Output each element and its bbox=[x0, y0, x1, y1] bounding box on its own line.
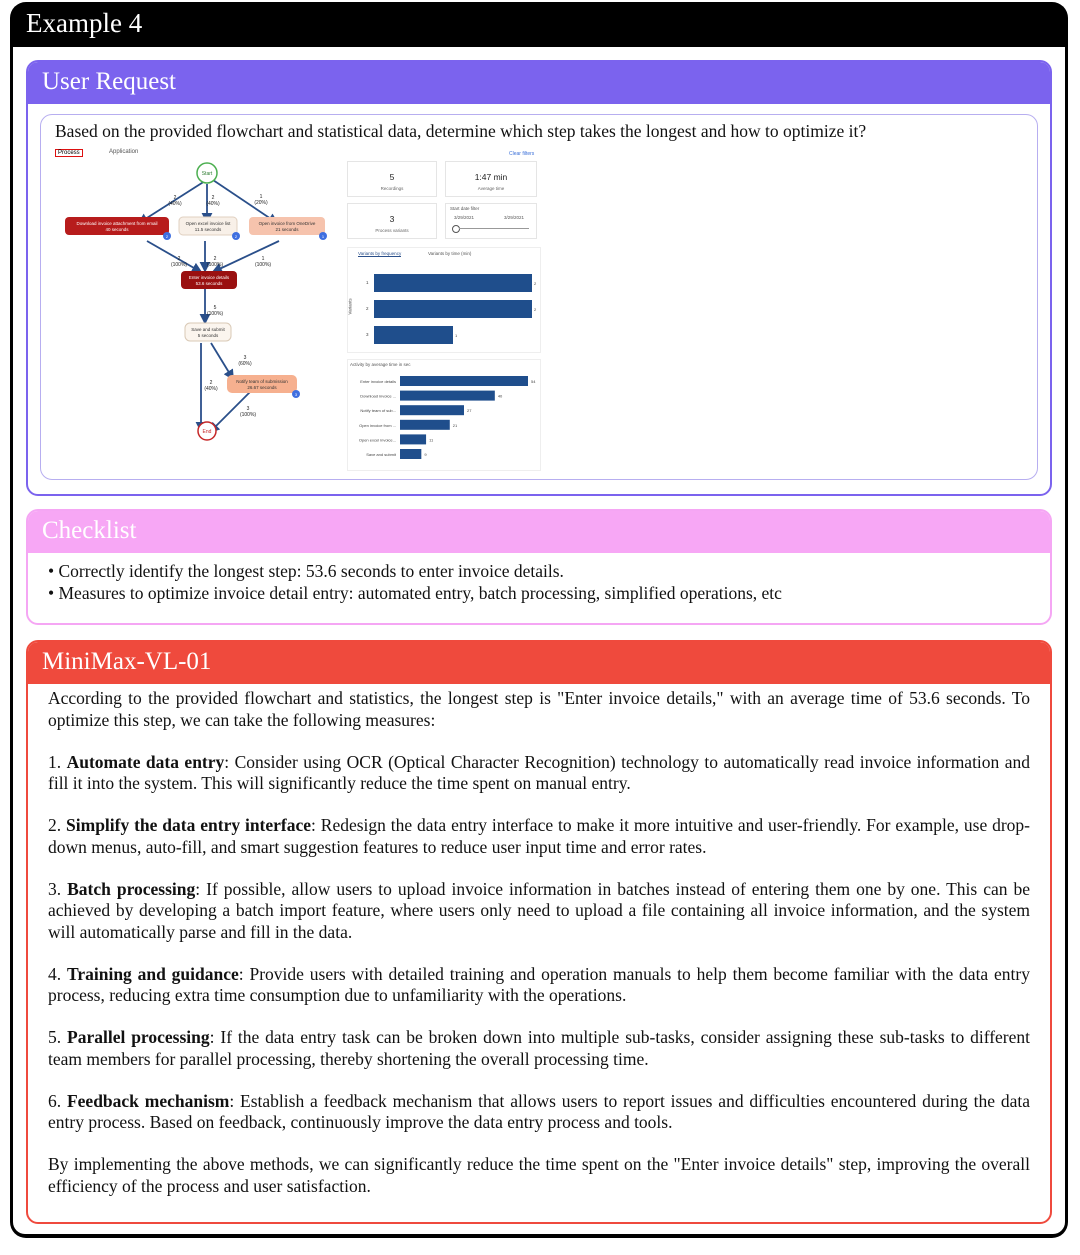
edge-label: 5 bbox=[213, 305, 217, 311]
activity-value: 54 bbox=[531, 379, 536, 384]
answer-header: MiniMax-VL-01 bbox=[28, 642, 1050, 684]
checklist-item: • Measures to optimize invoice detail entry: automated entry, batch processing, simplified operations, etc bbox=[48, 583, 782, 603]
variant-label: 2 bbox=[366, 306, 369, 311]
activity-bar bbox=[400, 405, 464, 415]
variant-value: 2 bbox=[534, 281, 537, 286]
edge-label: 2 bbox=[209, 380, 213, 386]
answer-point: 4. Training and guidance: Provide users with detailed training and operation manuals to help them become familiar with the data entry process, reducing extra time consumption due to unfamiliarity with the operations. bbox=[48, 963, 1030, 1005]
answer-intro: According to the provided flowchart and statistics, the longest step is "Enter invoice details," with an average time of 53.6 seconds. To optimize this step, we can take the following measures: bbox=[48, 688, 1030, 730]
activity-bar bbox=[400, 420, 450, 430]
start-label: Start bbox=[201, 171, 213, 177]
edge-label: (20%) bbox=[254, 200, 268, 206]
edge-label: (100%) bbox=[239, 412, 257, 418]
checklist-header: Checklist bbox=[28, 511, 1050, 553]
answer-point: 3. Batch processing: If possible, allow users to upload invoice information in batches instead of entering them one by one. This can be achieved by developing a batch import feature, where users only need to upload a file containing all invoice information, and the system will automatically parse and fill in the data. bbox=[48, 878, 1030, 942]
activity-value: 11 bbox=[429, 437, 434, 443]
kpi-process-variants: 3 Process variants bbox=[347, 203, 437, 239]
activity-value: 9 bbox=[424, 452, 427, 457]
svg-text:1: 1 bbox=[321, 234, 325, 239]
tab-variants-time[interactable]: Variants by time (min) bbox=[428, 251, 472, 256]
svg-text:Save and submit: Save and submit bbox=[191, 327, 225, 332]
svg-text:53.6 seconds: 53.6 seconds bbox=[195, 281, 223, 286]
svg-text:21 seconds: 21 seconds bbox=[275, 227, 299, 232]
svg-text:Open excel invoice list: Open excel invoice list bbox=[185, 221, 231, 226]
tab-process[interactable]: Process bbox=[55, 149, 83, 157]
kpi-recordings: 5 Recordings bbox=[347, 161, 437, 197]
edge-label: (100%) bbox=[206, 311, 224, 317]
answer-conclusion: By implementing the above methods, we can significantly reduce the time spent on the "Enter invoice details" step, improving the overall efficiency of the process and user satisfaction. bbox=[48, 1154, 1030, 1196]
answer-point: 1. Automate data entry: Consider using OCR (Optical Character Recognition) technology to automatically read invoice information and fill it into the system. This will significantly reduce the time spent on manual entry. bbox=[48, 751, 1031, 793]
node-notify-team bbox=[227, 375, 297, 393]
request-question: Based on the provided flowchart and statistical data, determine which step takes the longest and how to optimize it? bbox=[55, 121, 867, 141]
variant-label: 1 bbox=[366, 280, 369, 285]
svg-text:2: 2 bbox=[234, 234, 238, 239]
clear-filters-link[interactable]: Clear filters bbox=[509, 151, 535, 157]
process-flowchart bbox=[55, 147, 355, 471]
activity-value: 27 bbox=[467, 408, 472, 414]
svg-text:Open invoice from OneDrive: Open invoice from OneDrive bbox=[258, 221, 316, 226]
edge-label: (40%) bbox=[206, 201, 220, 207]
node-download bbox=[65, 217, 169, 235]
activity-bar bbox=[400, 376, 528, 386]
activity-value: 40 bbox=[497, 393, 503, 399]
edge-label: (100%) bbox=[170, 262, 188, 268]
end-label: End bbox=[202, 429, 212, 435]
user-request-header: User Request bbox=[28, 62, 1050, 104]
variant-label: 3 bbox=[366, 332, 369, 337]
svg-text:Enter invoice details: Enter invoice details bbox=[188, 275, 230, 280]
variant-bar bbox=[374, 300, 532, 318]
activity-bar bbox=[400, 449, 421, 459]
edge-label: (60%) bbox=[238, 361, 252, 367]
variants-axis-label: Variants bbox=[347, 298, 353, 315]
edge-label: 1 bbox=[259, 194, 263, 200]
answer-point: 2. Simplify the data entry interface: Redesign the data entry interface to make it more intuitive and user-friendly. For example, use drop-down menus, auto-fill, and smart suggestion features to reduce user input time and error rates. bbox=[48, 815, 1031, 857]
activity-bar bbox=[400, 434, 426, 444]
variant-bar bbox=[374, 274, 532, 292]
tab-variants-frequency[interactable]: Variants by frequency bbox=[358, 251, 402, 256]
edge-label: 3 bbox=[243, 355, 247, 361]
request-box bbox=[40, 114, 1038, 480]
edge-label: 2 bbox=[211, 195, 215, 201]
date-slider-handle[interactable] bbox=[452, 225, 460, 233]
activity-bar-chart bbox=[348, 372, 540, 468]
activity-label: Save and submit bbox=[366, 452, 396, 457]
node-open-excel bbox=[179, 217, 237, 235]
svg-text:Notify team of submission: Notify team of submission bbox=[236, 379, 288, 384]
activity-bar bbox=[400, 391, 495, 401]
activity-value: 21 bbox=[452, 422, 458, 428]
stats-dashboard bbox=[347, 161, 543, 469]
edge-label: 3 bbox=[246, 406, 250, 412]
svg-text:26.67 seconds: 26.67 seconds bbox=[247, 385, 277, 390]
node-enter-invoice bbox=[181, 271, 237, 289]
answer-point: 6. Feedback mechanism: Establish a feedback mechanism that allows users to report issues and difficulties encountered during the data entry process. Based on feedback, continuously improve the data entry process and tools. bbox=[48, 1090, 1030, 1132]
answer-point: 5. Parallel processing: If the data entry task can be broken down into multiple sub-tasks, consider assigning these sub-tasks to different team members for parallel processing, thereby shortening the overall processing time. bbox=[48, 1027, 1031, 1069]
checklist-item: • Correctly identify the longest step: 53.6 seconds to enter invoice details. bbox=[48, 561, 564, 581]
svg-text:5 seconds: 5 seconds bbox=[197, 333, 219, 338]
answer-body bbox=[48, 688, 1030, 1218]
edge-label: (100%) bbox=[254, 262, 272, 268]
edge-label: (100%) bbox=[206, 262, 224, 268]
checklist-card bbox=[26, 509, 1052, 625]
edge-label: 2 bbox=[213, 256, 217, 262]
edge-label: 2 bbox=[177, 256, 181, 262]
svg-text:2: 2 bbox=[165, 234, 169, 239]
date-slider-track[interactable] bbox=[459, 228, 529, 229]
answer-card bbox=[26, 640, 1052, 1224]
svg-text:Download invoice attachment fr: Download invoice attachment from email bbox=[76, 221, 158, 226]
variants-panel bbox=[347, 247, 541, 353]
variant-value: 1 bbox=[455, 333, 458, 338]
example-title: Example 4 bbox=[26, 8, 143, 38]
node-save-submit bbox=[185, 323, 231, 341]
variants-bar-chart bbox=[358, 266, 538, 350]
activity-label: Open invoice from ... bbox=[359, 422, 396, 428]
node-open-onedrive bbox=[249, 217, 325, 235]
activity-label: Open excel invoice... bbox=[358, 437, 396, 443]
activity-title: Activity by average time in sec bbox=[350, 362, 411, 367]
edge-label: (40%) bbox=[168, 201, 182, 207]
kpi-average-time: 1:47 min Average time bbox=[445, 161, 537, 197]
activity-label: Enter invoice details bbox=[360, 379, 396, 384]
date-filter[interactable]: Start date filter 3/29/2021 3/29/2021 bbox=[445, 203, 537, 239]
variant-bar bbox=[374, 326, 453, 344]
tab-application[interactable]: Application bbox=[109, 149, 139, 155]
svg-text:11.5 seconds: 11.5 seconds bbox=[194, 227, 222, 232]
activity-panel bbox=[347, 359, 541, 471]
svg-text:40 seconds: 40 seconds bbox=[105, 227, 129, 232]
activity-label: Notify team of sub... bbox=[360, 408, 396, 414]
edge-label: 1 bbox=[261, 256, 265, 262]
svg-text:3: 3 bbox=[294, 392, 298, 397]
user-request-card bbox=[26, 60, 1052, 496]
edge-label: (40%) bbox=[204, 386, 218, 392]
activity-label: Download invoice ... bbox=[360, 393, 396, 399]
variant-value: 2 bbox=[534, 307, 537, 312]
edge-label: 2 bbox=[173, 195, 177, 201]
